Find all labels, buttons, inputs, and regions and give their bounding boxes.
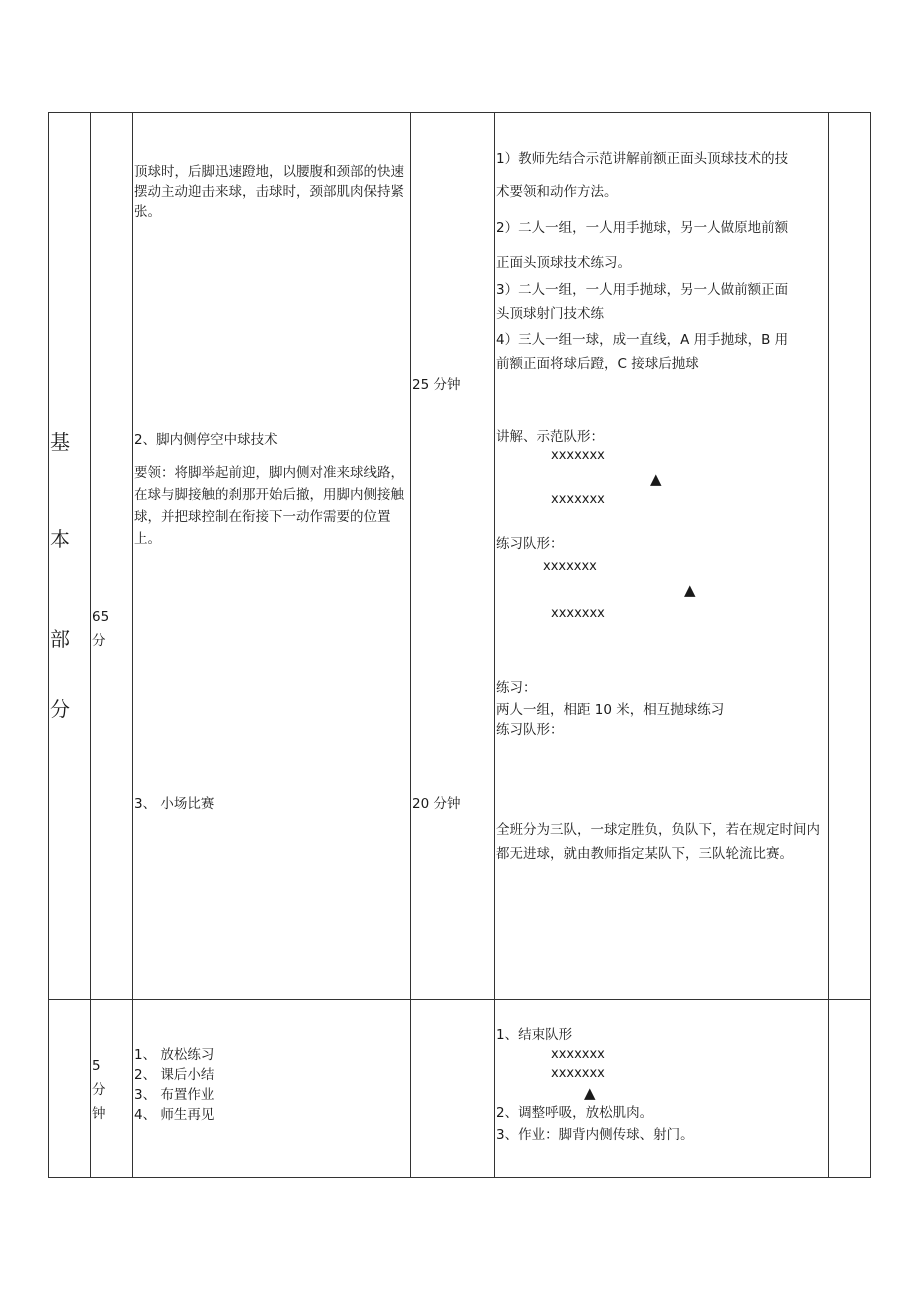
end-time-number: 5 [92, 1058, 101, 1074]
end-formation-row-1: xxxxxxx [551, 1047, 605, 1062]
exercise-label: 练习： [496, 680, 537, 696]
method-3-line-a: 3）二人一组，一人用手抛球，另一人做前额正面 [496, 282, 789, 298]
exercise-formation-label: 练习队形： [496, 722, 564, 738]
end-time-unit-1: 分 [92, 1082, 106, 1098]
end-method-3: 3、作业：脚背内侧传球、射门。 [496, 1127, 694, 1143]
method-2-line-b: 正面头顶球技术练习。 [496, 255, 631, 271]
content-item-2-title: 2、脚内侧停空中球技术 [134, 432, 278, 448]
method-4-line-a: 4）三人一组一球，成一直线，A 用手抛球，B 用 [496, 332, 789, 348]
end-item-2: 2、 课后小结 [134, 1067, 215, 1083]
col-border-6 [828, 112, 829, 1178]
section-label-char-4: 分 [50, 697, 70, 721]
end-method-2: 2、调整呼吸，放松肌肉。 [496, 1105, 654, 1121]
practice-formation-row-1: xxxxxxx [543, 559, 597, 574]
content-item-3-title: 3、 小场比赛 [134, 796, 215, 812]
section-label-char-3: 部 [50, 627, 70, 651]
col-border-5 [494, 112, 495, 1178]
demo-formation-row-1: xxxxxxx [551, 448, 605, 463]
section-label-char-1: 基 [50, 430, 70, 454]
demo-formation-label: 讲解、示范队形： [496, 429, 604, 445]
content-paragraph-1: 顶球时，后脚迅速蹬地，以腰腹和颈部的快速摆动主动迎击来球，击球时，颈部肌肉保持紧张。 [134, 164, 404, 220]
end-method-1: 1、结束队形 [496, 1027, 573, 1043]
end-item-3: 3、 布置作业 [134, 1087, 215, 1103]
method-2-line-a: 2）二人一组，一人用手抛球，另一人做原地前额 [496, 220, 789, 236]
table-top-border [48, 112, 871, 113]
game-description: 全班分为三队，一球定胜负，负队下，若在规定时间内都无进球，就由教师指定某队下，三队轮流比赛。 [496, 822, 820, 862]
practice-formation-row-2: xxxxxxx [551, 606, 605, 621]
col-border-1 [48, 112, 49, 1178]
main-total-time-number: 65 [92, 609, 110, 625]
practice-teacher-marker: ▲ [684, 581, 696, 599]
col-border-7 [870, 112, 871, 1178]
method-1-line-b: 术要领和动作方法。 [496, 184, 618, 200]
content-item-2-body: 要领：将脚举起前迎，脚内侧对准来球线路，在球与脚接触的刹那开始后撤，用脚内侧接触球，并把球控制在衔接下一动作需要的位置上。 [134, 465, 404, 547]
col-border-4 [410, 112, 411, 1178]
time-block-2: 20 分钟 [412, 796, 461, 812]
practice-formation-label: 练习队形： [496, 536, 564, 552]
section-divider [48, 999, 871, 1000]
time-block-1: 25 分钟 [412, 377, 461, 393]
col-border-3 [132, 112, 133, 1178]
exercise-body: 两人一组，相距 10 米，相互抛球练习 [496, 702, 725, 718]
demo-teacher-marker: ▲ [650, 470, 662, 488]
end-item-1: 1、 放松练习 [134, 1047, 215, 1063]
section-label-char-2: 本 [50, 527, 70, 551]
table-bottom-border [48, 1177, 871, 1178]
end-time-unit-2: 钟 [92, 1106, 106, 1122]
col-border-2 [90, 112, 91, 1178]
end-formation-row-2: xxxxxxx [551, 1066, 605, 1081]
method-3-line-b: 头顶球射门技术练 [496, 306, 604, 322]
main-total-time-unit: 分 [92, 633, 106, 649]
end-item-4: 4、 师生再见 [134, 1107, 215, 1123]
method-4-line-b: 前额正面将球后蹬，C 接球后抛球 [496, 356, 699, 372]
method-1-line-a: 1）教师先结合示范讲解前额正面头顶球技术的技 [496, 151, 789, 167]
demo-formation-row-2: xxxxxxx [551, 492, 605, 507]
end-teacher-marker: ▲ [584, 1084, 596, 1102]
